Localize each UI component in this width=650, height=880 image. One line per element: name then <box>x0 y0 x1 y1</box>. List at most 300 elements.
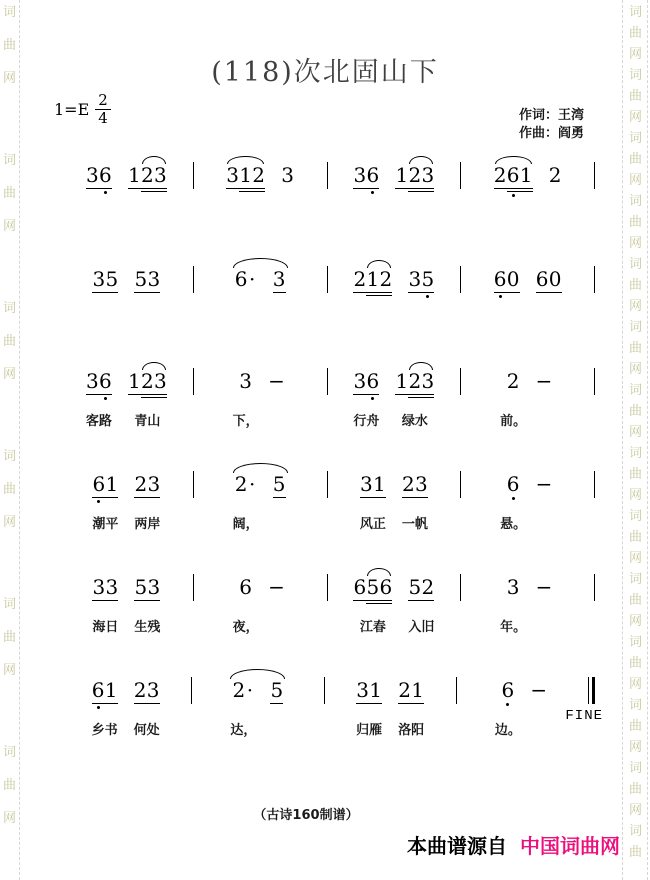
note-char: 2 <box>141 163 154 187</box>
measure-content <box>231 566 289 635</box>
lyric-text: 海日 <box>92 620 119 635</box>
note-char: 5 <box>421 267 435 291</box>
note-char: − <box>535 575 553 599</box>
slur-arc <box>142 362 166 370</box>
watermark-char: 曲 <box>629 404 643 419</box>
note-digits <box>134 268 160 290</box>
beam-line <box>402 497 428 498</box>
watermark-char: 曲 <box>629 89 643 104</box>
watermark-char: 网 <box>629 299 643 314</box>
beam-line-2 <box>507 191 533 192</box>
augmentation-dot: · <box>248 267 256 291</box>
measure <box>60 463 193 532</box>
beam-line <box>408 292 434 293</box>
watermark-char: 词 <box>3 153 17 168</box>
watermark-char: 网 <box>3 515 17 530</box>
note-group <box>85 360 112 429</box>
measure <box>325 669 456 738</box>
note-digits <box>134 473 160 495</box>
dashed-border-right-edge <box>647 0 648 880</box>
note-char: 3 <box>421 163 435 187</box>
note-digits <box>507 370 520 392</box>
measure <box>461 463 594 532</box>
note-group <box>232 360 259 429</box>
lyric-text: 潮平 <box>92 517 119 532</box>
time-signature <box>95 92 111 127</box>
watermark-char: 网 <box>629 614 643 629</box>
note-char: 6 <box>506 163 520 187</box>
end-barline <box>594 471 595 498</box>
note-char: 3 <box>226 163 239 187</box>
note-char: 2 <box>408 163 422 187</box>
note-group <box>398 669 425 738</box>
note-group <box>128 154 167 186</box>
watermark-char: 曲 <box>3 186 17 201</box>
note-char: 6 <box>493 267 507 291</box>
note-char: 2 <box>252 163 265 187</box>
note-digits <box>501 679 514 701</box>
note-group <box>494 669 521 738</box>
note-group <box>353 154 379 186</box>
note-group <box>91 669 118 738</box>
note-digits <box>92 679 118 701</box>
note-char: 2 <box>548 163 562 187</box>
note-char: 6 <box>234 267 248 291</box>
watermark-char: 网 <box>629 236 643 251</box>
beam-line-2 <box>141 191 167 192</box>
note-digits <box>86 370 112 392</box>
beam-line <box>134 497 160 498</box>
watermark-char: 曲 <box>3 482 17 497</box>
beam-line-2 <box>239 191 265 192</box>
note-digits <box>235 473 257 495</box>
watermark-char: 曲 <box>3 630 17 645</box>
beam-line <box>353 394 379 395</box>
note-char: 5 <box>270 678 284 702</box>
watermark-char: 词 <box>629 320 643 335</box>
measure <box>194 360 327 429</box>
note-group <box>353 566 393 635</box>
watermark-char: 曲 <box>629 782 643 797</box>
note-digits <box>507 473 520 495</box>
watermark-char: 词 <box>629 446 643 461</box>
measure-content <box>345 258 442 290</box>
note-group <box>92 258 118 290</box>
note-digits <box>92 576 118 598</box>
note-char: 3 <box>353 163 367 187</box>
note-char: 3 <box>239 369 252 393</box>
slur-arc <box>227 156 264 164</box>
note-char: 1 <box>128 369 141 393</box>
note-char: 2 <box>506 369 520 393</box>
key-label: 1=E <box>54 100 90 119</box>
beam-line <box>134 703 160 704</box>
low-octave-dot <box>512 497 515 500</box>
note-char: 6 <box>379 575 393 599</box>
note-group <box>230 669 257 738</box>
watermark-char: 词 <box>629 194 643 209</box>
note-group <box>494 258 520 290</box>
watermark-char: 曲 <box>629 719 643 734</box>
measure <box>328 463 461 532</box>
low-octave-dot <box>97 500 100 503</box>
low-octave-dot <box>97 706 100 709</box>
beam-line <box>92 497 118 498</box>
watermark-char: 词 <box>629 5 643 20</box>
lyric-text: 阔， <box>232 517 259 532</box>
song-title: (118)次北固山下 <box>211 57 439 88</box>
note-digits <box>239 576 252 598</box>
end-barline <box>594 574 595 601</box>
note-digits <box>226 164 265 186</box>
note-group <box>128 360 167 429</box>
note-group <box>226 154 265 186</box>
note-group <box>408 258 434 290</box>
measure <box>461 360 594 429</box>
note-char: − <box>268 369 285 393</box>
note-group <box>395 154 434 186</box>
watermark-char: 网 <box>629 740 643 755</box>
measure-content <box>486 258 570 290</box>
note-char: 1 <box>239 163 252 187</box>
measure-content <box>486 154 570 186</box>
note-group <box>353 360 380 429</box>
note-digits <box>398 679 424 701</box>
lyric-text: 前。 <box>500 414 527 429</box>
low-octave-dot <box>104 191 107 194</box>
beam-line <box>353 188 379 189</box>
watermark-char: 网 <box>629 47 643 62</box>
note-char: 1 <box>395 369 409 393</box>
note-char: 3 <box>92 267 106 291</box>
measure-content <box>227 463 294 532</box>
beam-line <box>494 292 520 293</box>
note-char: 6 <box>92 472 106 496</box>
note-char: 1 <box>395 163 409 187</box>
watermark-char: 曲 <box>629 845 643 860</box>
measure-content <box>499 566 557 635</box>
note-char: 6 <box>366 369 380 393</box>
beam-line-2 <box>366 295 392 296</box>
lyric-text: 入旧 <box>408 620 435 635</box>
watermark-column-left <box>3 0 19 880</box>
note-digits <box>134 576 160 598</box>
note-char: 5 <box>272 472 286 496</box>
lyric-text: 生残 <box>134 620 161 635</box>
watermark-char: 网 <box>629 425 643 440</box>
note-digits <box>507 576 520 598</box>
note-digits <box>353 576 392 598</box>
slur-arc <box>409 362 433 370</box>
measure-content <box>345 154 442 186</box>
watermark-char: 曲 <box>3 334 17 349</box>
final-barline-thin <box>588 677 589 704</box>
watermark-char: 曲 <box>629 215 643 230</box>
note-digits <box>273 473 286 495</box>
note-char: 6 <box>99 163 112 187</box>
note-char: 2 <box>134 472 148 496</box>
note-char: 3 <box>154 163 167 187</box>
watermark-char: 网 <box>629 677 643 692</box>
note-char: 3 <box>408 267 422 291</box>
watermark-char: 曲 <box>3 778 17 793</box>
note-char: 3 <box>281 163 294 187</box>
measure <box>194 566 327 635</box>
credits <box>519 107 584 143</box>
watermark-char: 网 <box>3 367 17 382</box>
slur-arc <box>367 260 391 268</box>
note-char: 3 <box>146 678 160 702</box>
note-digits <box>281 164 294 186</box>
watermark-char: 词 <box>3 5 17 20</box>
beam-line <box>494 188 533 189</box>
watermark-char: 曲 <box>629 341 643 356</box>
note-group <box>270 669 283 701</box>
watermark-char: 词 <box>629 257 643 272</box>
note-group <box>395 360 435 429</box>
low-octave-dot <box>104 397 107 400</box>
measure-content <box>345 360 442 429</box>
note-group <box>134 463 161 532</box>
watermark-char: 词 <box>629 131 643 146</box>
measure <box>60 154 193 186</box>
note-digits <box>353 164 379 186</box>
note-char: 3 <box>272 267 286 291</box>
lyric-text: 达， <box>230 723 257 738</box>
score-line <box>60 669 603 738</box>
measure-content <box>352 463 436 532</box>
beam-line-2 <box>366 603 392 604</box>
watermark-char: 曲 <box>629 530 643 545</box>
beam-line <box>398 703 424 704</box>
low-octave-dot <box>499 295 502 298</box>
watermark-char: 词 <box>3 449 17 464</box>
time-signature-numerator: 2 <box>95 92 111 110</box>
watermark-char: 词 <box>629 383 643 398</box>
measure <box>194 463 327 532</box>
note-char: 0 <box>506 267 520 291</box>
watermark-char: 网 <box>3 71 17 86</box>
beam-line <box>353 600 392 601</box>
beam-line <box>356 703 382 704</box>
note-group <box>535 566 553 599</box>
beam-line <box>536 292 562 293</box>
beam-line <box>270 703 283 704</box>
note-digits <box>408 268 434 290</box>
measure-content <box>227 258 294 290</box>
lyric-text: 边。 <box>494 723 521 738</box>
dashed-border-left <box>19 0 20 880</box>
lyric-text: 悬。 <box>500 517 527 532</box>
measure-content <box>84 258 168 290</box>
measure <box>194 258 327 290</box>
note-char: 1 <box>128 163 141 187</box>
measure-content <box>499 463 557 532</box>
note-group <box>356 669 383 738</box>
measure-content <box>348 669 432 738</box>
beam-line <box>273 292 286 293</box>
end-barline <box>594 162 595 189</box>
note-char: 1 <box>373 472 386 496</box>
note-char: 1 <box>411 678 424 702</box>
note-digits <box>549 164 562 186</box>
watermark-char: 词 <box>629 761 643 776</box>
note-digits <box>536 268 562 290</box>
note-digits <box>235 268 257 290</box>
note-char: 3 <box>506 575 520 599</box>
note-char: 2 <box>398 678 411 702</box>
slur-arc <box>409 156 433 164</box>
measure <box>192 669 323 738</box>
note-digits <box>268 369 285 393</box>
low-octave-dot <box>512 194 515 197</box>
beam-line <box>134 600 160 601</box>
watermark-char: 网 <box>629 551 643 566</box>
note-group <box>92 566 119 635</box>
note-digits <box>92 473 118 495</box>
note-char: 3 <box>86 369 99 393</box>
score-line <box>60 154 595 189</box>
fine-label: FINE <box>565 708 603 724</box>
beam-line-2 <box>408 191 434 192</box>
measure-content <box>84 566 168 635</box>
watermark-char: 词 <box>629 509 643 524</box>
note-char: 2 <box>353 267 367 291</box>
note-char: − <box>530 678 548 702</box>
composer-credit: 作曲：阎勇 <box>518 126 584 141</box>
source-attribution <box>407 830 620 859</box>
note-char: 6 <box>91 678 105 702</box>
note-digits <box>395 370 434 392</box>
note-group <box>133 669 160 738</box>
note-group <box>535 360 553 393</box>
watermark-char: 词 <box>629 824 643 839</box>
note-char: 2 <box>402 472 415 496</box>
note-char: 3 <box>356 678 369 702</box>
note-group <box>530 669 548 702</box>
watermark-char: 词 <box>629 68 643 83</box>
note-group <box>273 258 286 290</box>
measure <box>328 258 461 290</box>
note-char: 3 <box>92 575 106 599</box>
measure <box>328 566 461 635</box>
note-group <box>268 360 285 393</box>
dashed-border-right <box>622 0 623 880</box>
measure-content <box>218 154 302 186</box>
note-digits <box>353 268 392 290</box>
note-digits <box>408 576 434 598</box>
measure <box>461 154 594 186</box>
note-digits <box>356 679 382 701</box>
score-line <box>60 258 595 293</box>
end-barline <box>594 368 595 395</box>
note-char: 2 <box>141 369 154 393</box>
watermark-char: 曲 <box>629 656 643 671</box>
note-digits <box>128 370 167 392</box>
measure <box>461 566 594 635</box>
note-char: 3 <box>147 267 161 291</box>
note-digits <box>268 575 285 599</box>
measure-content <box>84 463 168 532</box>
slur-arc <box>367 568 391 576</box>
final-barline <box>565 677 603 724</box>
beam-line <box>226 188 265 189</box>
note-group <box>500 566 527 635</box>
note-digits <box>494 164 533 186</box>
measure <box>60 566 193 635</box>
note-digits <box>494 268 520 290</box>
augmentation-dot: · <box>246 678 254 702</box>
note-group <box>268 566 285 599</box>
note-digits <box>535 369 553 393</box>
note-group <box>536 258 562 290</box>
beam-line <box>86 188 112 189</box>
watermark-char: 网 <box>629 803 643 818</box>
note-char: 1 <box>366 267 380 291</box>
note-char: 3 <box>147 472 161 496</box>
note-group <box>500 463 527 532</box>
note-char: 5 <box>366 575 380 599</box>
note-char: 1 <box>104 678 118 702</box>
watermark-char: 网 <box>3 219 17 234</box>
watermark-char: 网 <box>629 173 643 188</box>
note-char: 6 <box>99 369 112 393</box>
note-char: 3 <box>421 369 435 393</box>
note-char: 5 <box>408 575 422 599</box>
note-group <box>353 258 392 290</box>
measure-content <box>493 669 551 738</box>
note-char: 5 <box>134 267 148 291</box>
score-line <box>60 360 595 429</box>
low-octave-dot <box>371 397 374 400</box>
note-char: − <box>268 575 285 599</box>
note-digits <box>270 679 283 701</box>
measure <box>328 154 461 186</box>
lyric-text: 何处 <box>133 723 160 738</box>
augmentation-dot: · <box>248 472 256 496</box>
note-digits <box>134 679 160 701</box>
watermark-char: 曲 <box>629 26 643 41</box>
note-digits <box>86 164 112 186</box>
measure <box>194 154 327 186</box>
watermark-char: 词 <box>629 698 643 713</box>
lyric-text: 青山 <box>134 414 161 429</box>
source-site-name: 中国词曲网 <box>520 834 620 858</box>
note-char: 3 <box>353 369 367 393</box>
note-group <box>494 154 533 186</box>
note-char: 1 <box>369 678 382 702</box>
note-group <box>535 463 553 496</box>
note-char: 3 <box>86 163 99 187</box>
watermark-char: 网 <box>629 110 643 125</box>
watermark-char: 曲 <box>629 278 643 293</box>
watermark-char: 网 <box>629 362 643 377</box>
watermark-char: 网 <box>629 488 643 503</box>
low-octave-dot <box>371 191 374 194</box>
beam-line <box>92 292 118 293</box>
watermark-char: 词 <box>629 572 643 587</box>
watermark-char: 词 <box>3 301 17 316</box>
watermark-column-right <box>629 0 645 880</box>
lyric-text: 下， <box>232 414 259 429</box>
note-char: 1 <box>519 163 533 187</box>
beam-line <box>92 600 118 601</box>
final-barline-thick <box>592 677 595 704</box>
note-digits <box>353 370 379 392</box>
note-char: 2 <box>133 678 147 702</box>
measure-content <box>78 154 175 186</box>
note-char: 3 <box>147 575 161 599</box>
